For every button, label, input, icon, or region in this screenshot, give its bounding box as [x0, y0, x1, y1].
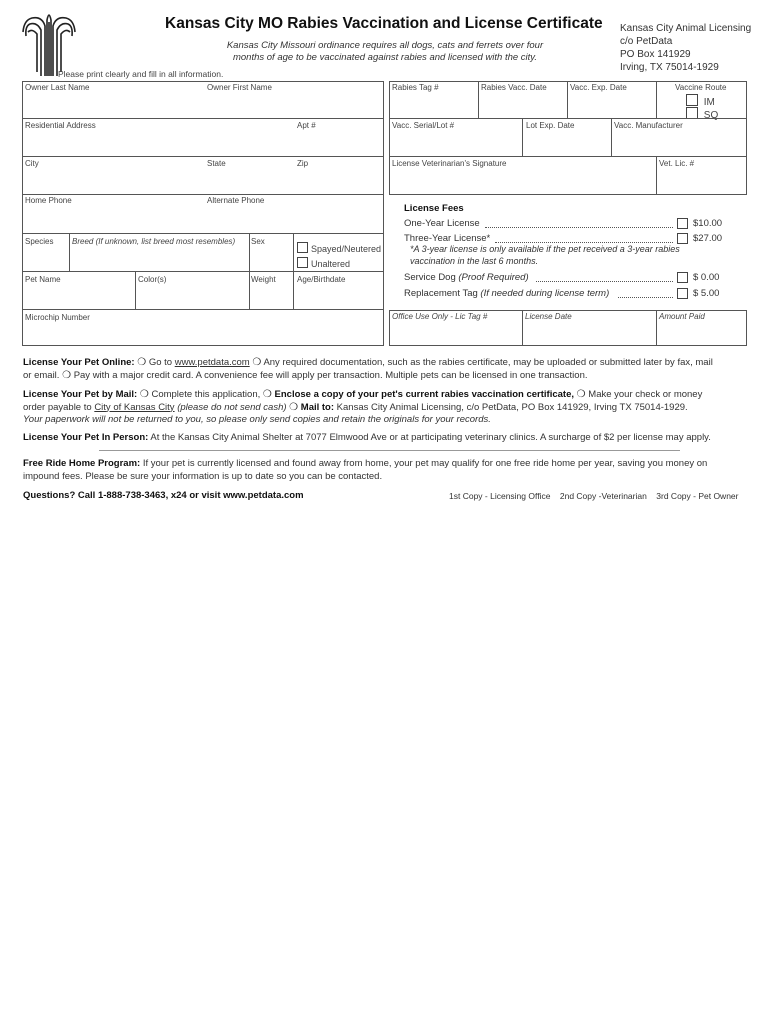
lot-exp-date-field[interactable]: Lot Exp. Date	[526, 121, 575, 130]
vacc-manufacturer-field[interactable]: Vacc. Manufacturer	[614, 121, 683, 130]
home-phone-field[interactable]: Home Phone	[25, 196, 72, 205]
vet-lic-field[interactable]: Vet. Lic. #	[659, 159, 695, 168]
office-amount-paid-field: Amount Paid	[659, 312, 705, 321]
three-year-note-1: *A 3-year license is only available if the pet received a 3-year rabies	[410, 244, 680, 254]
three-year-checkbox[interactable]	[677, 233, 688, 244]
state-field[interactable]: State	[207, 159, 226, 168]
species-field[interactable]: Species	[25, 237, 54, 246]
free-ride-program: Free Ride Home Program: If your pet is currently licensed and found away from home, your pet may qualify for one free ride home per year, saving you money on impound fees. Please be sure your information is up to date so you can be contacted.	[23, 458, 708, 482]
office-lic-tag-field: Office Use Only - Lic Tag #	[392, 312, 488, 321]
zip-field[interactable]: Zip	[297, 159, 309, 168]
owner-first-name-field[interactable]: Owner First Name	[207, 83, 272, 92]
vaccine-route-label: Vaccine Route	[675, 83, 727, 92]
copy-3: 3rd Copy - Pet Owner	[656, 491, 739, 501]
route-im-option[interactable]: IM	[686, 94, 715, 108]
petdata-link[interactable]: www.petdata.com	[174, 357, 250, 368]
fee-one-year-amount: $10.00	[693, 218, 723, 229]
address-line: Irving, TX 75014-1929	[620, 62, 719, 73]
fee-replacement-label: Replacement Tag (If needed during license term)	[404, 288, 610, 299]
subtitle-line-1: Kansas City Missouri ordinance requires all dogs, cats and ferrets over four	[226, 40, 544, 51]
apt-field[interactable]: Apt #	[297, 121, 316, 130]
colors-field[interactable]: Color(s)	[138, 275, 167, 284]
route-sq-option[interactable]: SQ	[686, 107, 718, 121]
fee-three-year-label: Three-Year License*	[404, 233, 491, 244]
fees-heading: License Fees	[404, 203, 464, 214]
rabies-vacc-date-field[interactable]: Rabies Vacc. Date	[481, 83, 547, 92]
in-person-instructions: License Your Pet In Person: At the Kansas City Animal Shelter at 7077 Elmwood Ave or at participating veterinary clinics. A surcharge of $2 per license may apply.	[23, 432, 711, 443]
replacement-checkbox[interactable]	[677, 288, 688, 299]
unaltered-option[interactable]: Unaltered	[297, 257, 350, 269]
mailing-address	[620, 22, 751, 74]
rabies-tag-field[interactable]: Rabies Tag #	[392, 83, 439, 92]
questions-contact: Questions? Call 1-888-738-3463, x24 or visit www.petdata.com	[23, 490, 304, 501]
vacc-serial-field[interactable]: Vacc. Serial/Lot #	[392, 121, 455, 130]
copy-2: 2nd Copy -Veterinarian	[559, 491, 647, 501]
address-line: PO Box 141929	[620, 49, 691, 60]
spayed-checkbox[interactable]	[297, 242, 308, 253]
unaltered-checkbox[interactable]	[297, 257, 308, 268]
one-year-checkbox[interactable]	[677, 218, 688, 229]
address-line: c/o PetData	[620, 36, 673, 47]
print-note: Please print clearly and fill in all information.	[58, 69, 224, 79]
fee-one-year-label: One-Year License	[404, 218, 480, 229]
vet-signature-field[interactable]: License Veterinarian's Signature	[392, 159, 507, 168]
im-checkbox[interactable]	[686, 94, 698, 106]
fee-three-year-amount: $27.00	[693, 233, 723, 244]
subtitle-line-2: months of age to be vaccinated against rabies and licensed with the city.	[232, 52, 537, 63]
weight-field[interactable]: Weight	[251, 275, 276, 284]
fee-service-dog-amount: $ 0.00	[693, 272, 720, 283]
pet-name-field[interactable]: Pet Name	[25, 275, 61, 284]
breed-field[interactable]: Breed (If unknown, list breed most resembles)	[72, 237, 236, 246]
online-instructions: License Your Pet Online: ❍ Go to www.petdata.com ❍ Any required documentation, such as the rabies certificate, may be uploaded or submitted later by fax, mail or email. ❍ Pay with a major credit card. A convenience fee will apply per transaction. Multiple pets can be licensed in one transaction.	[23, 357, 713, 381]
copy-1: 1st Copy - Licensing Office	[449, 491, 551, 501]
city-field[interactable]: City	[25, 159, 39, 168]
alternate-phone-field[interactable]: Alternate Phone	[207, 196, 265, 205]
page-title: Kansas City MO Rabies Vaccination and License Certificate	[165, 15, 603, 32]
owner-last-name-field[interactable]: Owner Last Name	[25, 83, 90, 92]
mail-instructions: License Your Pet by Mail: ❍ Complete this application, ❍ Enclose a copy of your pet's current rabies vaccination certificate, ❍ Make your check or money order payable to City of Kansas City (please do not send cash) ❍ Mail to: Kansas City Animal Licensing, c/o PetData, PO Box 141929, Irving TX 75014-1929. Your paperwork will not be returned to you, so please only send copies and retain the originals for your records.	[23, 389, 703, 425]
three-year-note-2: vaccination in the last 6 months.	[410, 256, 539, 266]
copy-distribution	[449, 491, 738, 501]
age-birthdate-field[interactable]: Age/Birthdate	[297, 275, 346, 284]
microchip-field[interactable]: Microchip Number	[25, 313, 90, 322]
fee-service-dog-label: Service Dog (Proof Required)	[404, 272, 529, 283]
vacc-exp-date-field[interactable]: Vacc. Exp. Date	[570, 83, 627, 92]
service-dog-checkbox[interactable]	[677, 272, 688, 283]
residential-address-field[interactable]: Residential Address	[25, 121, 96, 130]
sex-field[interactable]: Sex	[251, 237, 265, 246]
fee-replacement-amount: $ 5.00	[693, 288, 720, 299]
address-line: Kansas City Animal Licensing	[620, 23, 752, 34]
office-license-date-field: License Date	[525, 312, 572, 321]
spayed-neutered-option[interactable]: Spayed/Neutered	[297, 242, 381, 254]
